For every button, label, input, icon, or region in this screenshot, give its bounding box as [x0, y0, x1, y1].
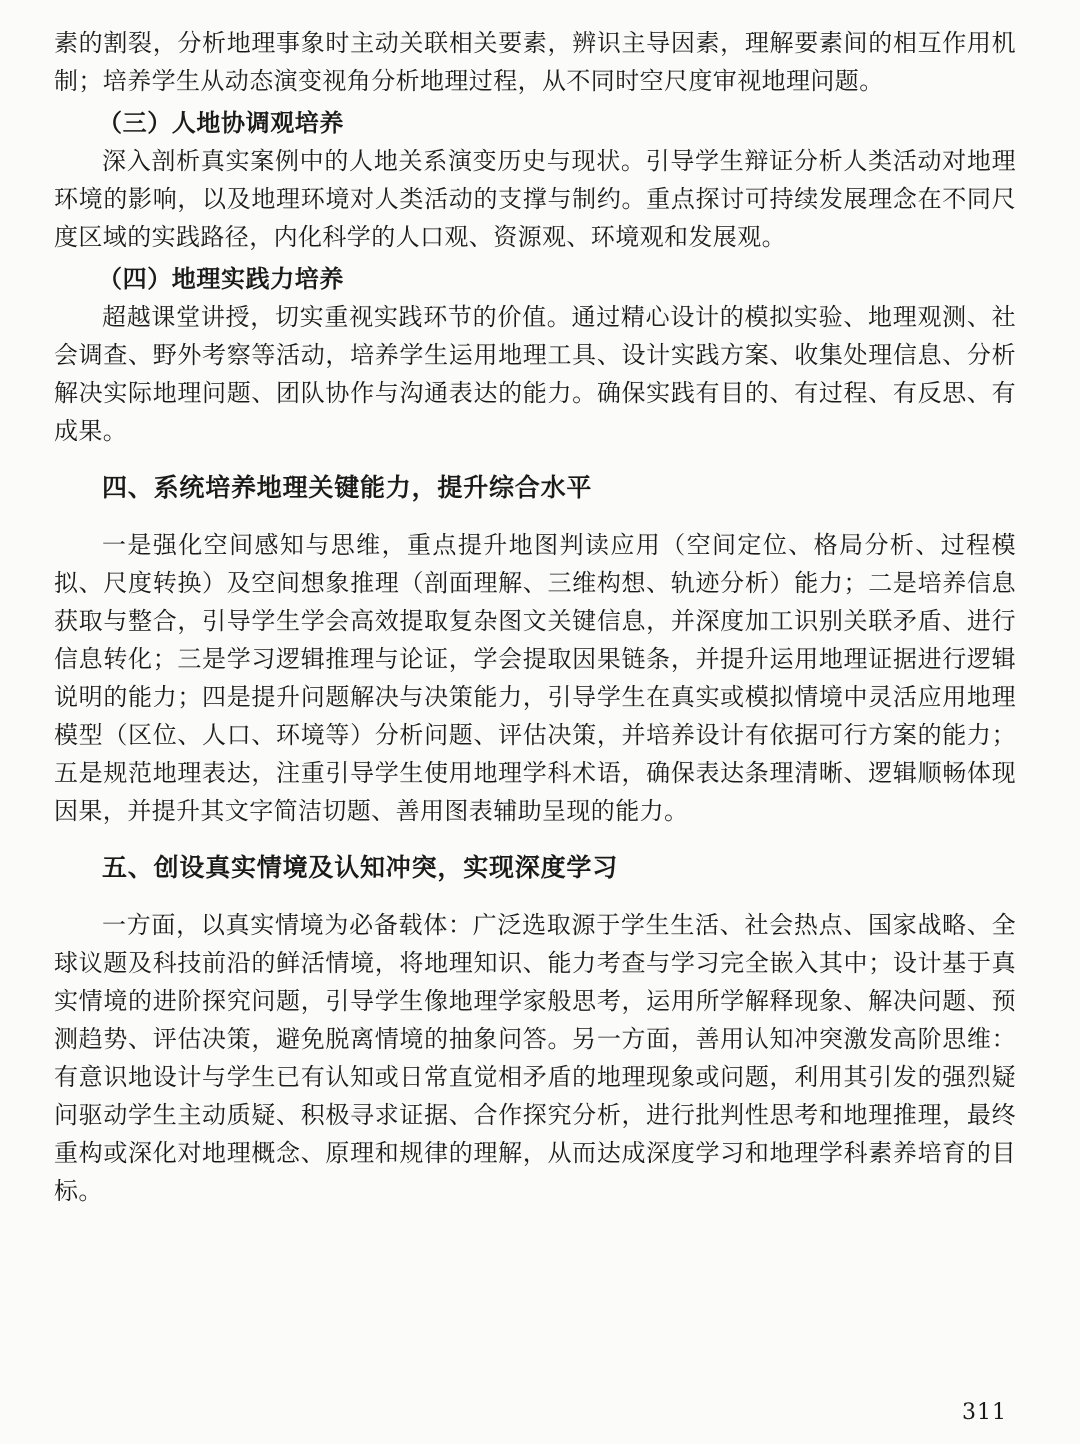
- paragraph-continued: 素的割裂，分析地理事象时主动关联相关要素，辨识主导因素，理解要素间的相互作用机制；培养学生从动态演变视角分析地理过程，从不同时空尺度审视地理问题。: [54, 29, 1016, 95]
- subsection-body-4: 超越课堂讲授，切实重视实践环节的价值。通过精心设计的模拟实验、地理观测、社会调查、野外考察等活动，培养学生运用地理工具、设计实践方案、收集处理信息、分析解决实际地理问题、团队协作与沟通表达的能力。确保实践有目的、有过程、有反思、有成果。: [54, 303, 1016, 445]
- page-number: 311: [962, 1400, 1007, 1425]
- document-page: [54, 24, 1016, 1210]
- subsection-body-3: 深入剖析真实案例中的人地关系演变历史与现状。引导学生辩证分析人类活动对地理环境的影响，以及地理环境对人类活动的支撑与制约。重点探讨可持续发展理念在不同尺度区域的实践路径，内化科学的人口观、资源观、环境观和发展观。: [54, 147, 1016, 251]
- section-heading-5: 五、创设真实情境及认知冲突，实现深度学习: [102, 853, 619, 882]
- subsection-heading-4: （四）地理实践力培养: [98, 265, 344, 293]
- section-heading-4: 四、系统培养地理关键能力，提升综合水平: [102, 473, 593, 502]
- subsection-heading-3: （三）人地协调观培养: [98, 109, 344, 137]
- section-body-4: 一是强化空间感知与思维，重点提升地图判读应用（空间定位、格局分析、过程模拟、尺度转换）及空间想象推理（剖面理解、三维构想、轨迹分析）能力；二是培养信息获取与整合，引导学生学会高效提取复杂图文关键信息，并深度加工识别关联矛盾、进行信息转化；三是学习逻辑推理与论证，学会提取因果链条，并提升运用地理证据进行逻辑说明的能力；四是提升问题解决与决策能力，引导学生在真实或模拟情境中灵活应用地理模型（区位、人口、环境等）分析问题、评估决策，并培养设计有依据可行方案的能力；五是规范地理表达，注重引导学生使用地理学科术语，确保表达条理清晰、逻辑顺畅体现因果，并提升其文字简洁切题、善用图表辅助呈现的能力。: [54, 531, 1016, 825]
- section-body-5: 一方面，以真实情境为必备载体：广泛选取源于学生生活、社会热点、国家战略、全球议题及科技前沿的鲜活情境，将地理知识、能力考查与学习完全嵌入其中；设计基于真实情境的进阶探究问题，引导学生像地理学家般思考，运用所学解释现象、解决问题、预测趋势、评估决策，避免脱离情境的抽象问答。另一方面，善用认知冲突激发高阶思维：有意识地设计与学生已有认知或日常直觉相矛盾的地理现象或问题，利用其引发的强烈疑问驱动学生主动质疑、积极寻求证据、合作探究分析，进行批判性思考和地理推理，最终重构或深化对地理概念、原理和规律的理解，从而达成深度学习和地理学科素养培育的目标。: [54, 911, 1016, 1205]
